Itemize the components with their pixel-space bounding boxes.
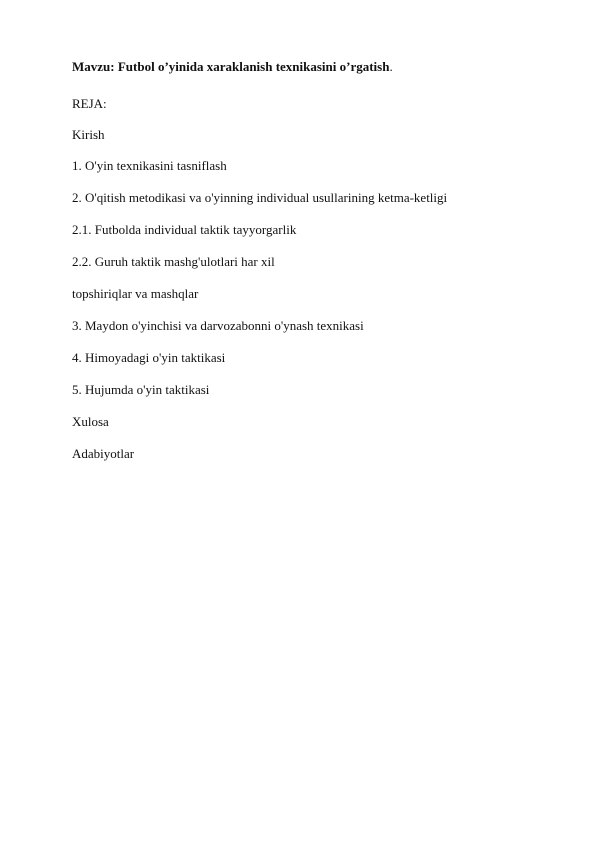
document-title-text: Mavzu: Futbol o’yinida xaraklanish texnikasini o’rgatish (72, 59, 390, 74)
plan-item-1: 1. O'yin texnikasini tasniflash (72, 158, 227, 173)
plan-item-4: 4. Himoyadagi o'yin taktikasi (72, 350, 226, 365)
plan-item-references: Adabiyotlar (72, 446, 135, 461)
plan-item-2-2-continuation: topshiriqlar va mashqlar (72, 286, 199, 301)
plan-item-introduction: Kirish (72, 127, 105, 142)
document-title (72, 59, 393, 75)
plan-item-conclusion: Xulosa (72, 414, 109, 429)
document-title-period: . (389, 59, 393, 74)
plan-item-2-2: 2.2. Guruh taktik mashg'ulotlari har xil (72, 254, 275, 269)
plan-item-5: 5. Hujumda o'yin taktikasi (72, 382, 210, 397)
plan-item-2-1: 2.1. Futbolda individual taktik tayyorgarlik (72, 222, 297, 237)
plan-item-2: 2. O'qitish metodikasi va o'yinning individual usullarining ketma-ketligi (72, 190, 448, 205)
plan-item-3: 3. Maydon o'yinchisi va darvozabonni o'ynash texnikasi (72, 318, 364, 333)
plan-heading: REJA: (72, 96, 107, 111)
